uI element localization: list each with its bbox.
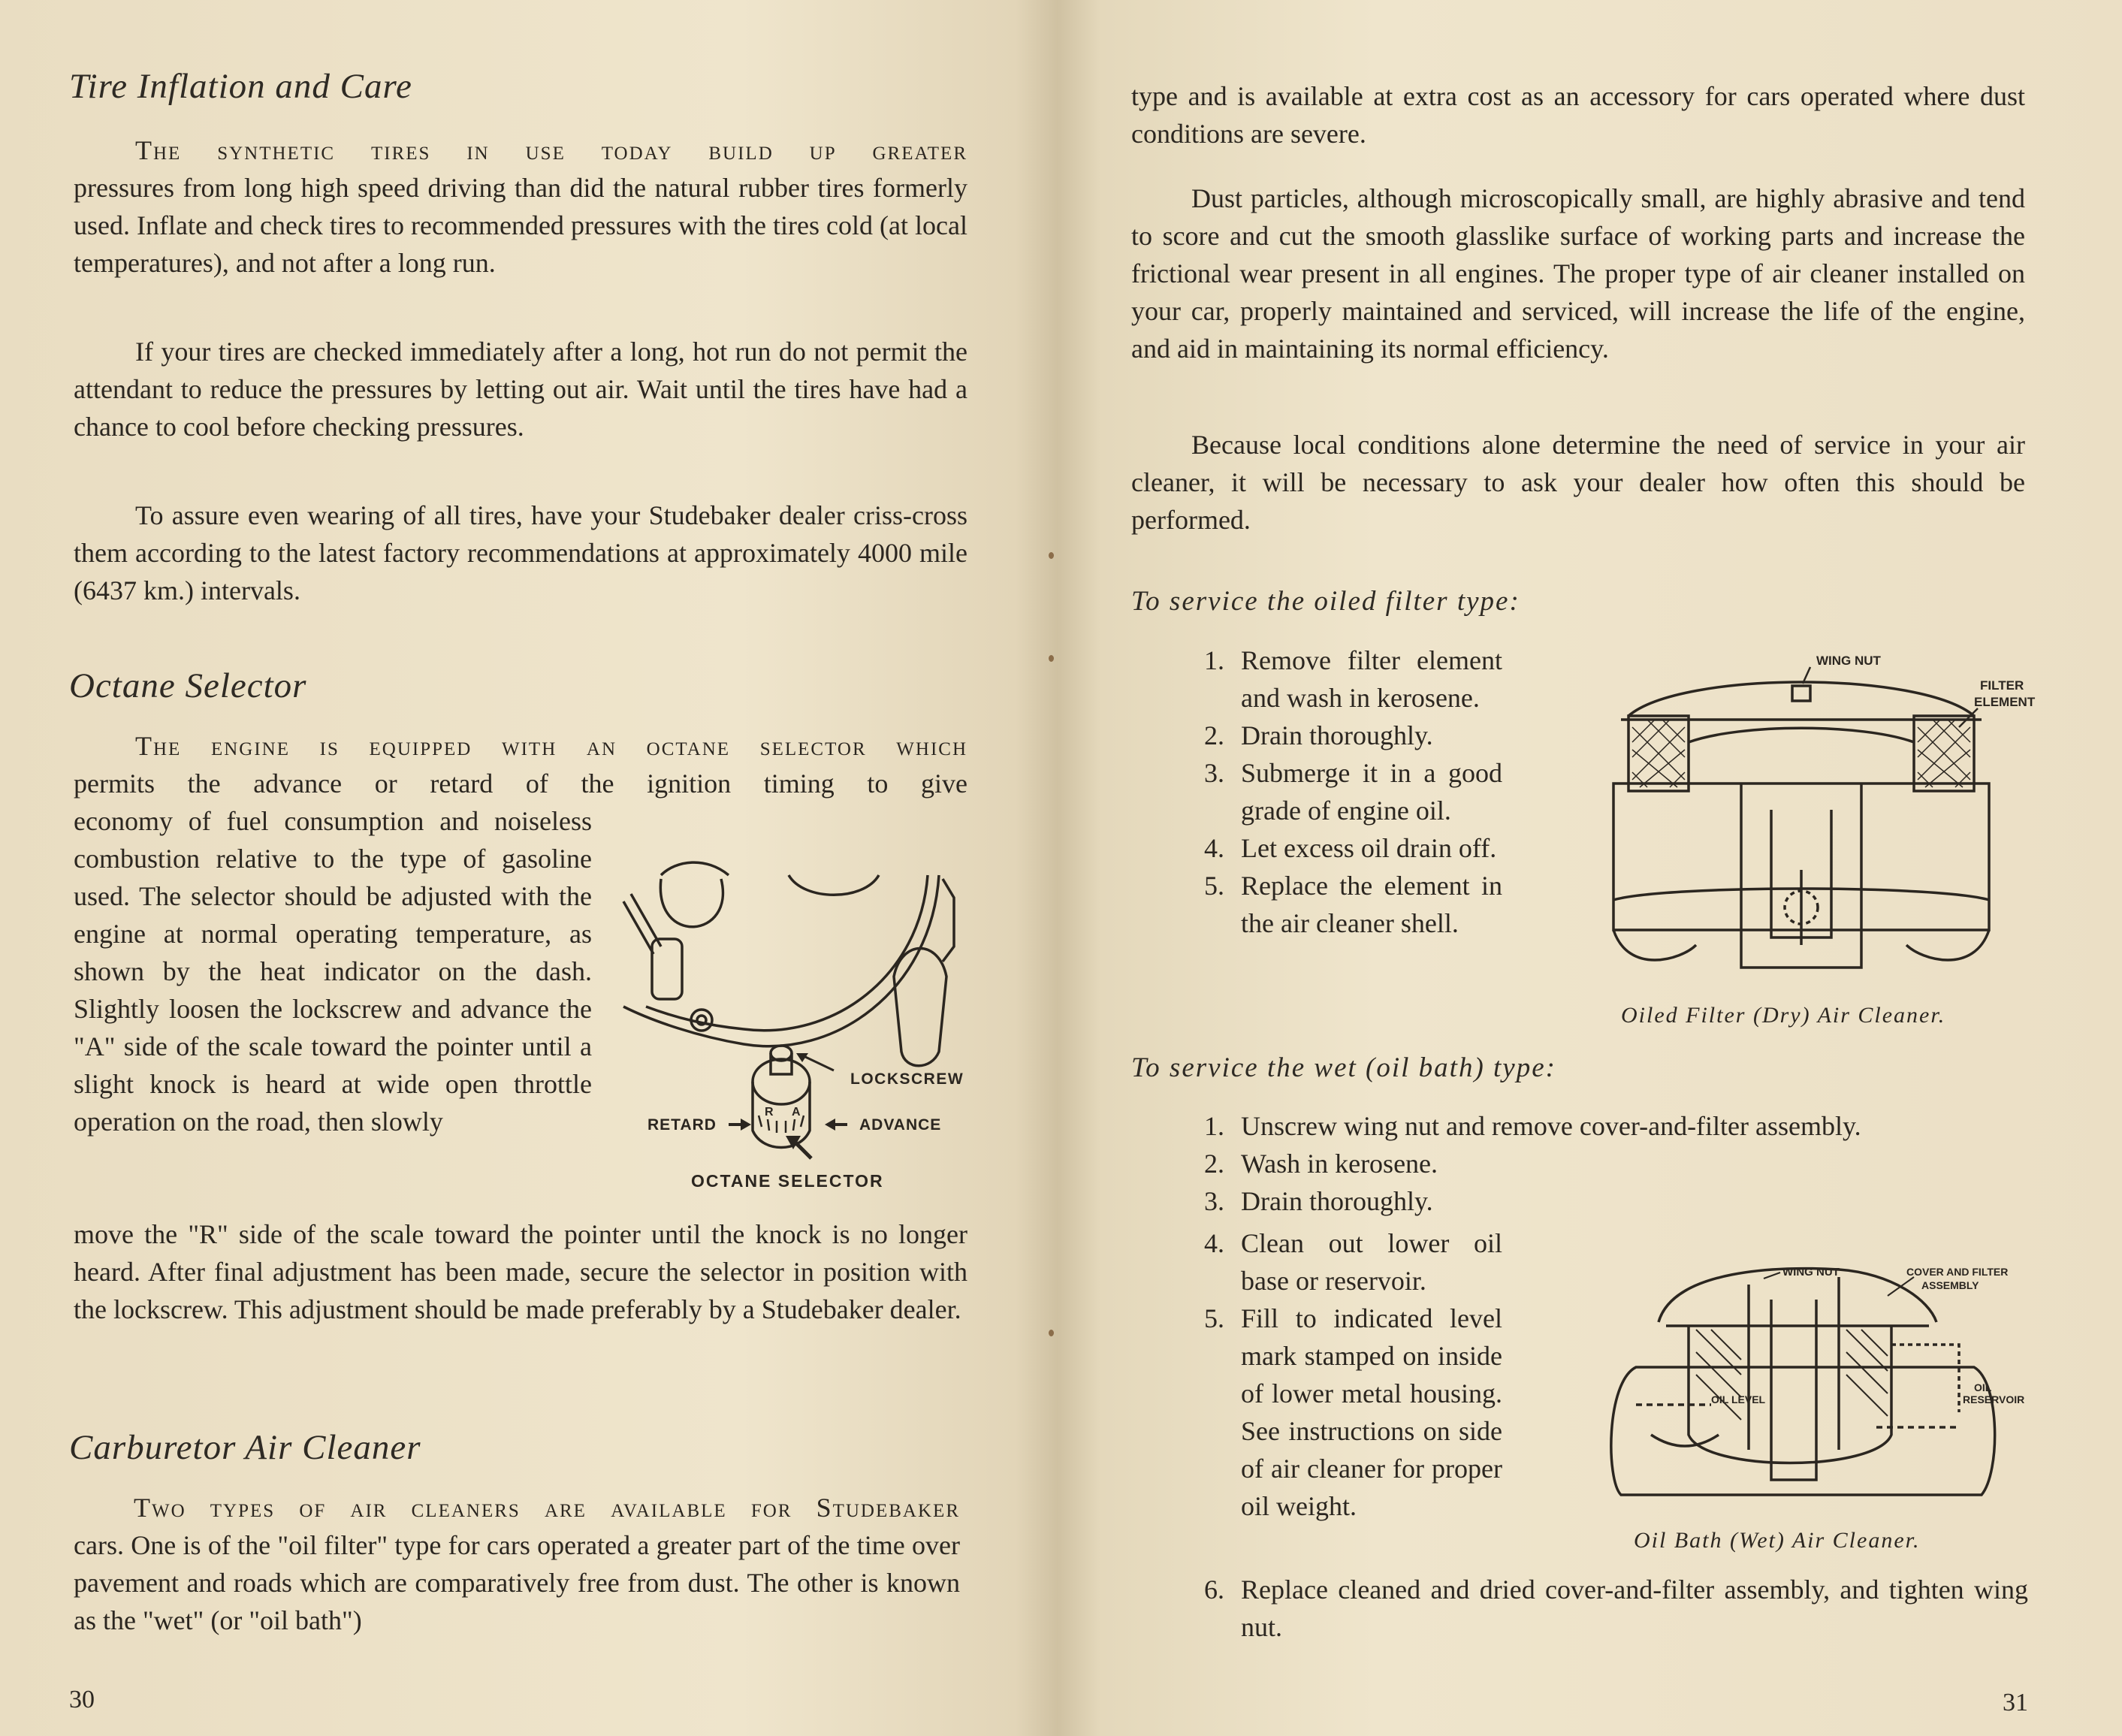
oiled-filter-caption: Oiled Filter (Dry) Air Cleaner. <box>1621 1003 1946 1028</box>
list-item: 5. Fill to indicated level mark stamped on inside of lower metal housing. See instructions on side of air cleaner for proper oil weight. <box>1204 1303 1502 1521</box>
wet-cover-label-2: ASSEMBLY <box>1921 1279 1979 1291</box>
octane-paragraph-line2: permits the advance or retard of the ignition timing to give <box>74 768 967 799</box>
tire-paragraph-1-rest: pressures from long high speed driving than did the natural rubber tires formerly used. Inflate and check tires to recommended pressures with the tires cold (at local temperatures), and not after a long run. <box>74 173 967 278</box>
oiled-filter-label: FILTER <box>1980 678 2024 693</box>
carb-paragraph-rest: cars. One is of the "oil filter" type for cars operated a greater part of the time over pavement and roads which are comparatively free from dust. The other is known as the "wet" (or "oil bath") <box>74 1530 960 1635</box>
carb-heading: Carburetor Air Cleaner <box>69 1428 421 1467</box>
list-item: 3. Submerge it in a good grade of engine oil. <box>1204 758 1502 826</box>
list-item: 6. Replace cleaned and dried cover-and-filter assembly, and tighten wing nut. <box>1204 1574 2028 1642</box>
octane-scale-a: A <box>792 1106 801 1119</box>
oiled-filter-subhead: To service the oiled filter type: <box>1131 586 1520 617</box>
gutter-mark <box>1049 552 1054 559</box>
left-page <box>0 0 1058 1736</box>
wet-cover-label-1: COVER AND FILTER <box>1906 1266 2009 1278</box>
carb-paragraph <box>74 1489 960 1639</box>
carb-paragraph-lead: Two types of air cleaners are available for Studebaker <box>134 1493 960 1523</box>
oil-bath-caption: Oil Bath (Wet) Air Cleaner. <box>1634 1528 1921 1553</box>
tire-paragraph-1 <box>74 131 967 282</box>
octane-heading: Octane Selector <box>69 666 307 705</box>
gutter-mark <box>1049 1330 1054 1336</box>
octane-paragraph-tail: move the "R" side of the scale toward the pointer until the knock is no longer heard. After final adjustment has been made, secure the selector in position with the lockscrew. This adjustment should be made preferably by a Studebaker dealer. <box>74 1219 967 1324</box>
wet-oil-label: OIL <box>1974 1381 1992 1393</box>
list-item: 2. Wash in kerosene. <box>1204 1149 1438 1179</box>
page-number-right: 31 <box>2003 1689 2028 1716</box>
list-item: 4. Clean out lower oil base or reservoir. <box>1204 1228 1502 1296</box>
local-conditions-paragraph: Because local conditions alone determine the need of service in your air cleaner, it will be necessary to ask your dealer how often this should be performed. <box>1131 430 2025 535</box>
list-item: 3. Drain thoroughly. <box>1204 1186 1433 1216</box>
wet-type-steps-top <box>1187 1107 2028 1220</box>
wet-reservoir-label: RESERVOIR <box>1963 1393 2025 1405</box>
tire-heading: Tire Inflation and Care <box>69 67 412 106</box>
oiled-filter-steps <box>1187 642 1502 942</box>
octane-lockscrew-label: LOCKSCREW <box>850 1070 964 1088</box>
tire-paragraph-2: If your tires are checked immediately after a long, hot run do not permit the attendant to reduce the pressures by letting out air. Wait until the tires have had a chance to cool before checking pressures. <box>74 337 967 442</box>
list-item: 1. Unscrew wing nut and remove cover-and-filter assembly. <box>1204 1111 1861 1141</box>
octane-paragraph-wrap: economy of fuel consumption and noiseless combustion relative to the type of gasoline used. The selector should be adjusted with the engine at normal operating temperature, as shown by the heat indicator on the dash. Slightly loosen the lockscrew and advance the "A" side of the scale toward the pointer until a slight knock is heard at wide open throttle operation on the road, then slowly <box>74 806 592 1137</box>
octane-selector-figure <box>608 856 969 1202</box>
list-item: 5. Replace the element in the air cleaner shell. <box>1204 871 1502 938</box>
gutter-mark <box>1049 655 1054 662</box>
continued-paragraph: type and is available at extra cost as an accessory for cars operated where dust conditions are severe. <box>1131 81 2025 149</box>
octane-paragraph-top <box>74 727 967 802</box>
list-item: 1. Remove filter element and wash in kerosene. <box>1204 645 1502 713</box>
wet-type-subhead: To service the wet (oil bath) type: <box>1131 1052 1556 1083</box>
right-page <box>1058 0 2122 1736</box>
page-number-left: 30 <box>69 1686 95 1713</box>
wet-type-steps-wrap <box>1187 1224 1502 1525</box>
oil-bath-figure <box>1591 1254 2027 1510</box>
wet-oil-level-label: OIL LEVEL <box>1711 1393 1766 1405</box>
wet-wing-nut-label: WING NUT <box>1782 1266 1840 1279</box>
tire-paragraph-1-lead: The synthetic tires in use today build up greater <box>135 135 967 165</box>
wet-type-steps-bottom <box>1187 1571 2028 1646</box>
octane-figure-title: OCTANE SELECTOR <box>691 1171 884 1191</box>
octane-paragraph-lead: The engine is equipped with an octane selector which <box>135 731 967 761</box>
dust-paragraph: Dust particles, although microscopically small, are highly abrasive and tend to score and cut the smooth glasslike surface of working parts and increase the frictional wear present in all engines. The proper type of air cleaner installed on your car, properly maintained and serviced, will increase the life of the engine, and aid in maintaining its normal efficiency. <box>1131 183 2025 364</box>
octane-retard-label: RETARD <box>647 1116 717 1134</box>
oiled-filter-figure <box>1591 645 2036 983</box>
octane-advance-label: ADVANCE <box>859 1116 942 1134</box>
oiled-element-label: ELEMENT <box>1974 695 2036 709</box>
list-item: 4. Let excess oil drain off. <box>1204 833 1497 863</box>
tire-paragraph-3: To assure even wearing of all tires, have your Studebaker dealer criss-cross them according to the latest factory recommendations at approximately 4000 mile (6437 km.) intervals. <box>74 500 967 605</box>
octane-scale-r: R <box>765 1106 774 1119</box>
list-item: 2. Drain thoroughly. <box>1204 720 1433 750</box>
oiled-wing-nut-label: WING NUT <box>1816 654 1881 668</box>
